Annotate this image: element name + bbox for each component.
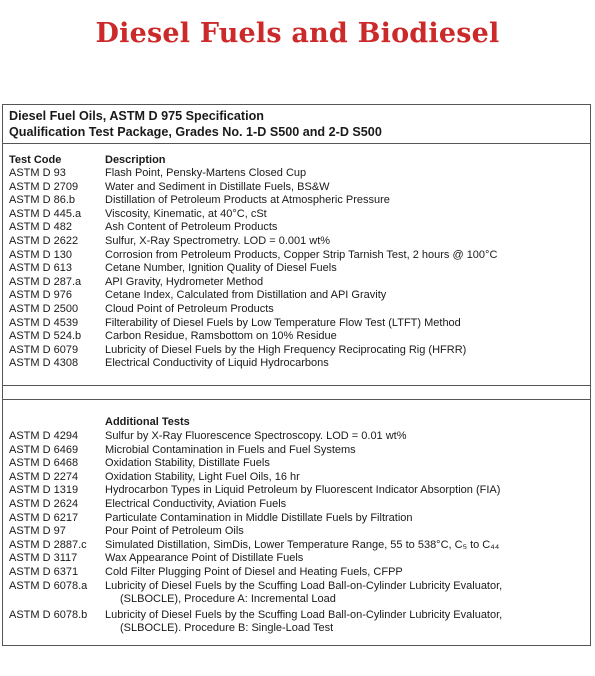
test-description: Sulfur by X-Ray Fluorescence Spectroscopy. LOD = 0.01 wt% [105,430,407,442]
test-description: Lubricity of Diesel Fuels by the Scuffing Load Ball-on-Cylinder Lubricity Evaluator, [105,608,503,621]
package-title: Qualification Test Package, Grades No. 1-D S500 and 2-D S500 [9,125,382,139]
test-code: ASTM D 6217 [9,511,79,524]
test-code: ASTM D 2709 [9,180,79,193]
test-code: ASTM D 6468 [9,457,79,470]
spec-title: Diesel Fuel Oils, ASTM D 975 Specification [9,109,264,123]
test-description: Carbon Residue, Ramsbottom on 10% Residue [105,330,337,343]
test-code: ASTM D 6079 [9,343,79,356]
test-code: ASTM D 445.a [9,207,82,220]
test-description-continued: (SLBOCLE), Procedure A: Incremental Load [120,593,336,606]
test-description-continued: (SLBOCLE). Procedure B: Single-Load Test [120,622,334,635]
test-description: Viscosity, Kinematic, at 40°C, cSt [105,207,267,220]
test-description: Oxidation Stability, Light Fuel Oils, 16 hr [105,470,300,483]
test-description: Cetane Number, Ignition Quality of Diesel Fuels [105,262,337,275]
test-code: ASTM D 524.b [9,330,82,343]
section-divider [3,385,590,386]
table-header [3,105,590,144]
test-code: ASTM D 2500 [9,303,79,315]
test-description: Water and Sediment in Distillate Fuels, BS&W [105,180,330,193]
test-code: ASTM D 6371 [9,566,79,578]
test-description: Cetane Index, Calculated from Distillation and API Gravity [105,289,387,302]
test-code: ASTM D 6078.a [9,579,88,592]
test-code: ASTM D 2274 [9,470,79,483]
test-description: API Gravity, Hydrometer Method [105,275,264,288]
test-description: Ash Content of Petroleum Products [105,221,278,234]
test-description: Simulated Distillation, SimDis, Lower Temperature Range, 55 to 538°C, C₅ to C₄₄ [105,538,500,551]
test-code: ASTM D 4308 [9,357,79,370]
test-code: ASTM D 4294 [9,430,79,442]
test-code: ASTM D 3117 [9,552,78,565]
test-description: Filterability of Diesel Fuels by Low Temperature Flow Test (LTFT) Method [105,316,461,329]
test-description: Oxidation Stability, Distillate Fuels [105,457,270,470]
test-description: Cold Filter Plugging Point of Diesel and Heating Fuels, CFPP [105,566,403,578]
test-code: ASTM D 86.b [9,194,76,207]
test-code: ASTM D 287.a [9,275,82,288]
test-description: Pour Point of Petroleum Oils [105,525,244,538]
test-code: ASTM D 97 [9,525,66,538]
section-divider [3,399,590,400]
test-code: ASTM D 130 [9,248,72,261]
test-description: Electrical Conductivity, Aviation Fuels [105,498,287,510]
test-code: ASTM D 2622 [9,235,79,247]
test-package-table [2,104,591,646]
test-description: Lubricity of Diesel Fuels by the Scuffing Load Ball-on-Cylinder Lubricity Evaluator, [105,579,503,592]
test-description: Cloud Point of Petroleum Products [105,303,274,315]
test-description: Corrosion from Petroleum Products, Copper Strip Tarnish Test, 2 hours @ 100°C [105,248,498,261]
test-code: ASTM D 6078.b [9,608,88,621]
test-code: ASTM D 4539 [9,316,79,329]
page-title: Diesel Fuels and Biodiesel [95,18,500,49]
test-description: Microbial Contamination in Fuels and Fuel Systems [105,443,356,456]
test-code: ASTM D 1319 [9,484,79,497]
test-description: Flash Point, Pensky-Martens Closed Cup [105,167,307,179]
description-header: Description [105,154,166,166]
test-description: Distillation of Petroleum Products at Atmospheric Pressure [105,194,390,207]
test-description: Wax Appearance Point of Distillate Fuels [105,552,304,565]
test-code: ASTM D 613 [9,262,72,275]
test-code: ASTM D 2887.c [9,538,87,551]
test-description: Hydrocarbon Types in Liquid Petroleum by Fluorescent Indicator Absorption (FIA) [105,484,501,497]
additional-tests-header: Additional Tests [105,416,190,428]
test-description: Lubricity of Diesel Fuels by the High Frequency Reciprocating Rig (HFRR) [105,343,467,356]
test-code-header: Test Code [9,154,62,166]
test-code: ASTM D 6469 [9,443,79,456]
test-description: Electrical Conductivity of Liquid Hydrocarbons [105,357,329,370]
test-description: Sulfur, X-Ray Spectrometry. LOD = 0.001 wt% [105,235,331,247]
test-code: ASTM D 976 [9,289,72,302]
test-code: ASTM D 482 [9,221,72,234]
test-description: Particulate Contamination in Middle Distillate Fuels by Filtration [105,511,413,524]
test-code: ASTM D 2624 [9,498,79,510]
test-code: ASTM D 93 [9,167,66,179]
